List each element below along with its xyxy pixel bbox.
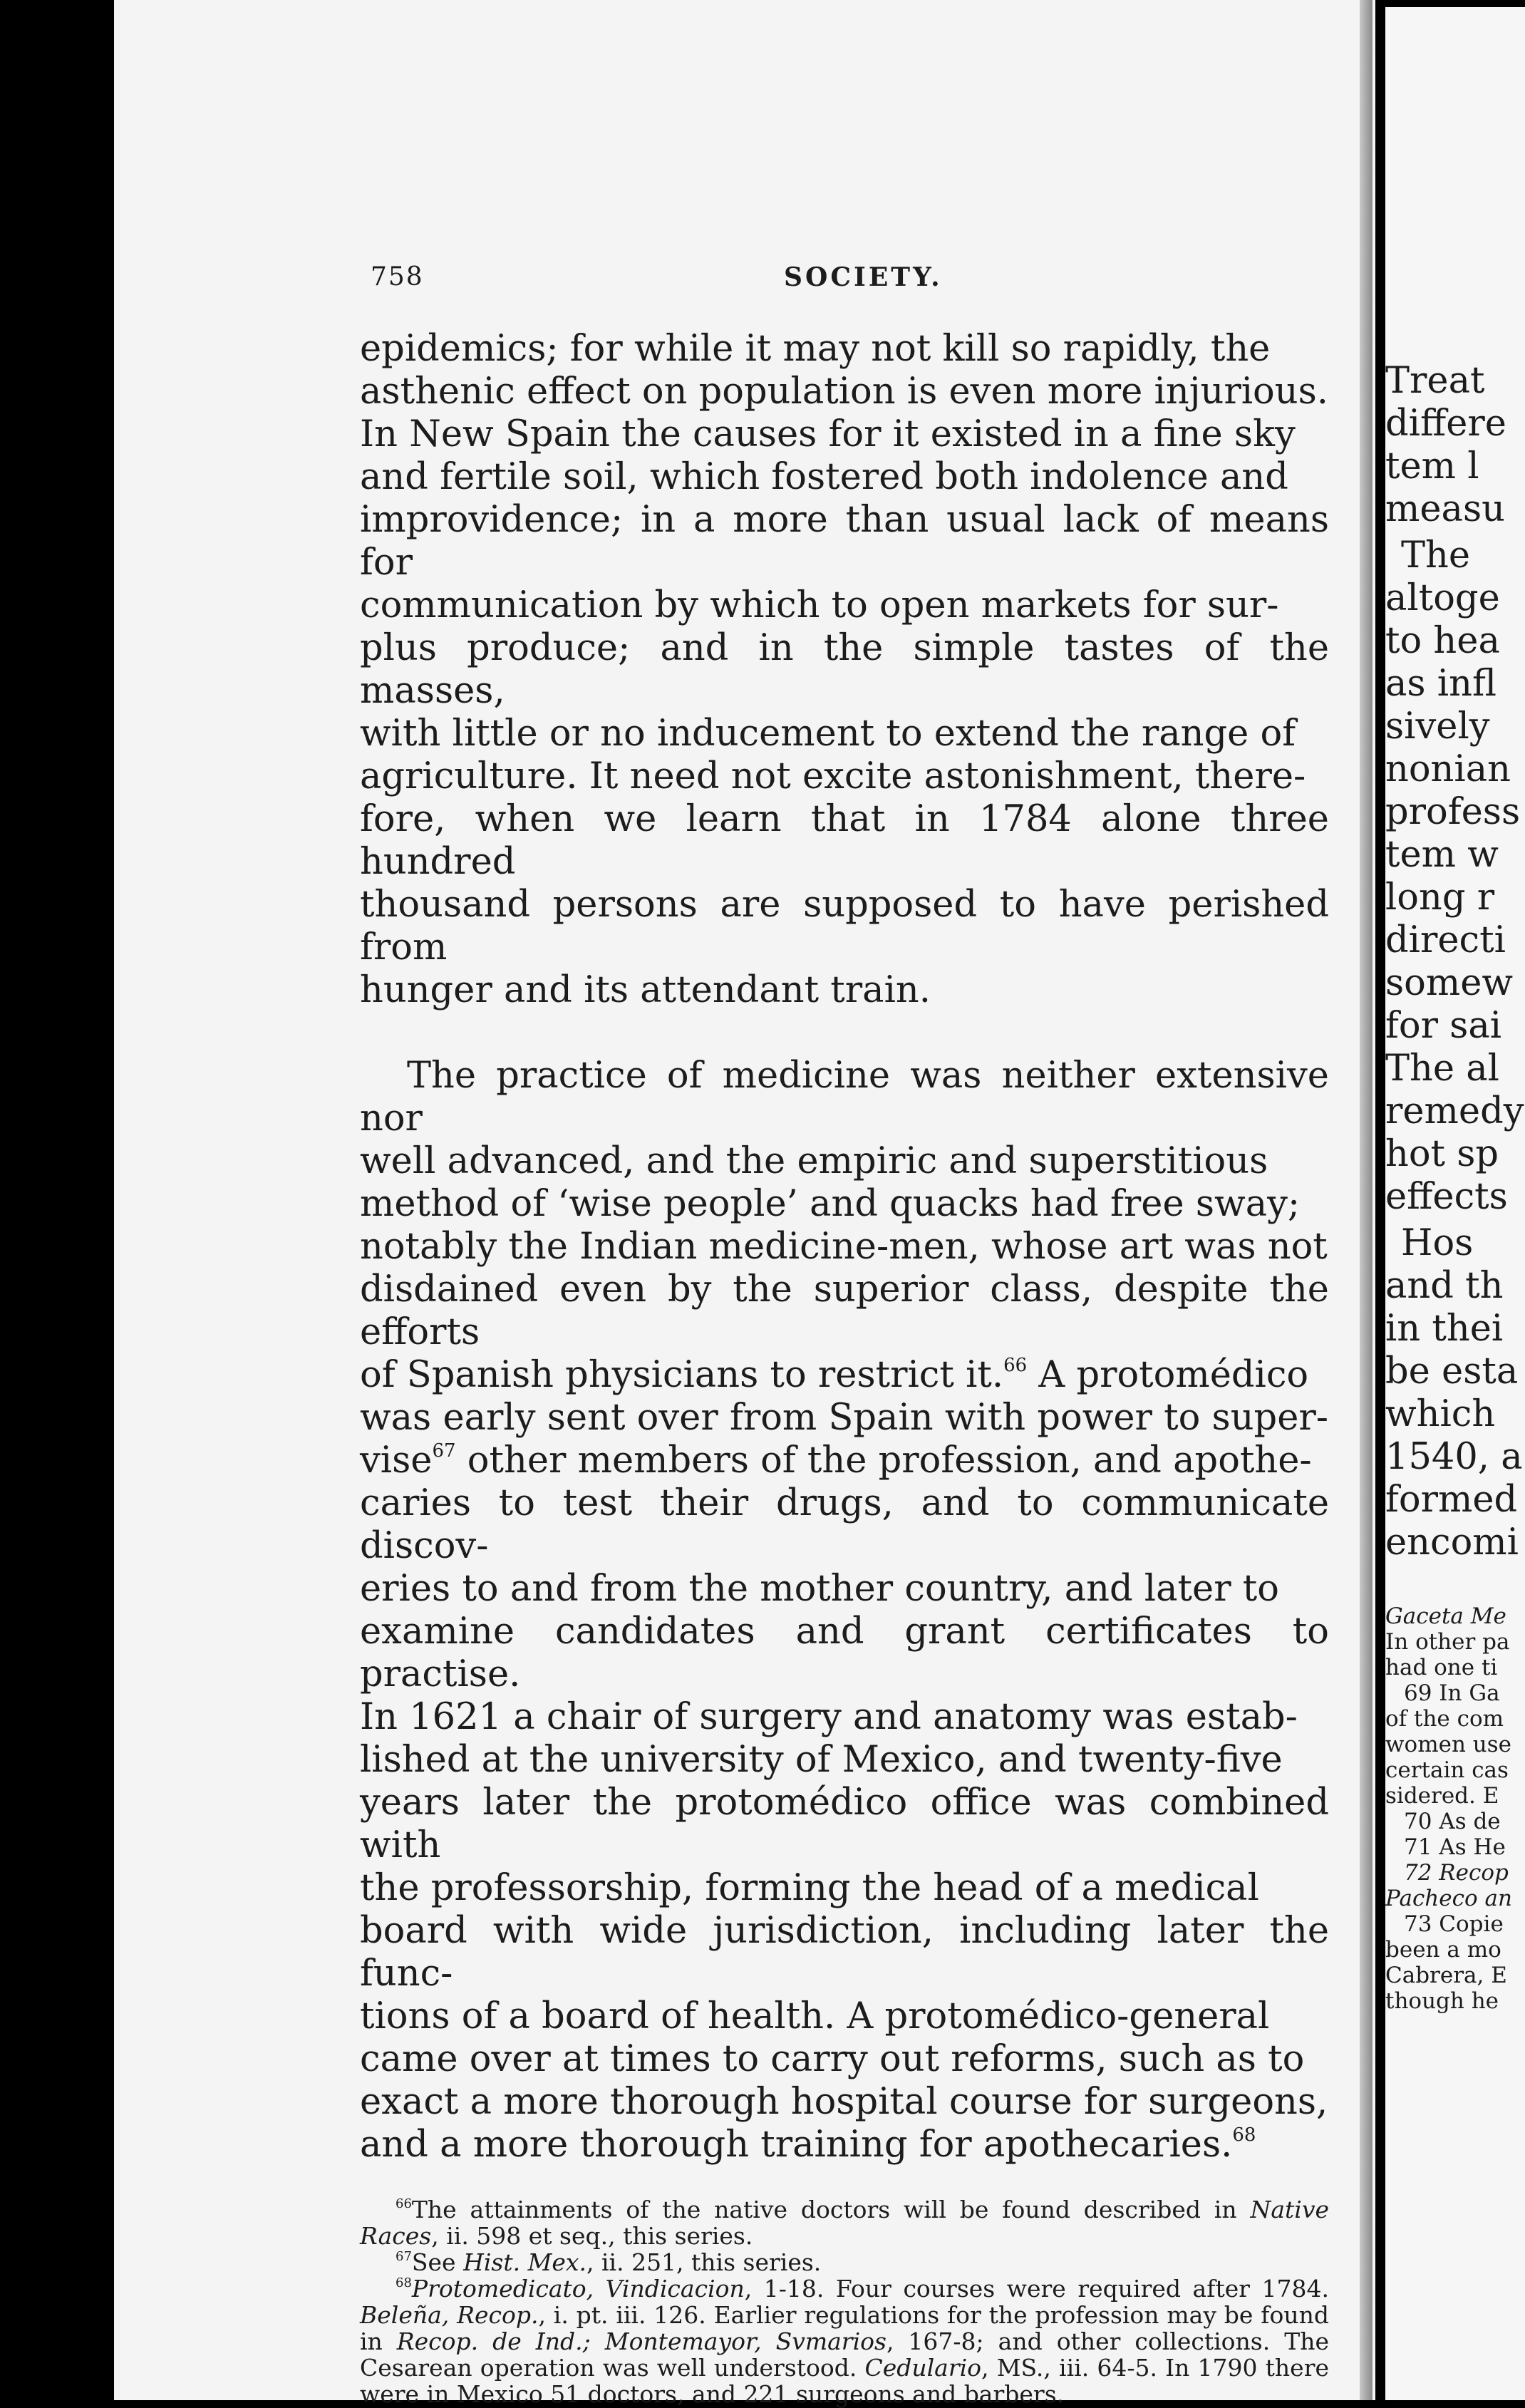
text-run: A protomédico — [1027, 1354, 1309, 1396]
text-line: epidemics; for while it may not kill so rapidly, the — [360, 328, 1271, 370]
right-footnote-line: sidered. E — [1385, 1783, 1499, 1809]
citation-title: Cedulario — [864, 2354, 982, 2382]
footnote-text: , i. pt. iii. 126. Earlier regulations for the profession may be found in — [360, 2301, 1329, 2355]
text-run: and a more thorough training for apothecaries. — [360, 2124, 1233, 2166]
footnote-67 — [360, 2249, 1329, 2275]
right-footnote-line: 69 In Ga — [1404, 1680, 1500, 1706]
text-line: communication by which to open markets for sur- — [360, 584, 1279, 626]
footnote-68 — [360, 2275, 1329, 2407]
right-text-line: measu — [1385, 488, 1505, 530]
text-line: thousand persons are supposed to have perished from — [360, 884, 1329, 968]
text-line — [360, 1440, 1329, 1482]
text-line: years later the protomédico office was combined with — [360, 1782, 1329, 1866]
right-text-line: Hos — [1401, 1222, 1474, 1264]
footnote-text: , ii. 598 et seq., this series. — [431, 2222, 753, 2250]
page-title: SOCIETY. — [784, 262, 943, 292]
text-line: The practice of medicine was neither extensive nor — [360, 1055, 1329, 1140]
right-footnote-line: been a mo — [1385, 1937, 1501, 1963]
right-footnote-line: In other pa — [1385, 1629, 1510, 1655]
footnote-text: See — [411, 2248, 464, 2276]
text-line: In 1621 a chair of surgery and anatomy was estab- — [360, 1696, 1298, 1738]
right-text-line: encomi — [1385, 1521, 1519, 1564]
right-text-line: and th — [1385, 1265, 1504, 1307]
right-text-line: 1540, a — [1385, 1436, 1523, 1478]
right-footnote-line: Gaceta Me — [1385, 1603, 1506, 1629]
right-text-line: which — [1385, 1393, 1496, 1435]
citation-title: Beleña, Recop. — [360, 2301, 539, 2329]
footnote-number: 68 — [396, 2275, 412, 2290]
text-run: of Spanish physicians to restrict it. — [360, 1354, 1004, 1396]
text-line: tions of a board of health. A protomédico-general — [360, 1995, 1270, 2037]
right-text-line: effects — [1385, 1176, 1508, 1218]
footnote-text: , 1-18. Four courses were required after 1784. — [744, 2275, 1330, 2303]
text-line: and fertile soil, which fostered both indolence and — [360, 456, 1288, 498]
paragraph — [360, 328, 1329, 1012]
right-text-line: somew — [1385, 962, 1514, 1004]
right-footnote-line: 73 Copie — [1404, 1911, 1504, 1937]
right-text-line: long r — [1385, 877, 1495, 919]
right-footnote-line: certain cas — [1385, 1757, 1509, 1783]
right-text-line: tem l — [1385, 445, 1479, 487]
text-line: notably the Indian medicine-men, whose art was not — [360, 1226, 1328, 1268]
citation-title: Hist. Mex. — [463, 2248, 586, 2276]
text-line: board with wide jurisdiction, including later the func- — [360, 1910, 1329, 1995]
footnote-text: , 167-8; and other collections. The Cesarean operation was well understood. — [360, 2327, 1329, 2382]
page-edge — [1360, 0, 1372, 2400]
text-line: examine candidates and grant certificates to practise. — [360, 1611, 1329, 1695]
footnote-text: , ii. 251, this series. — [586, 2248, 822, 2276]
text-line: disdained even by the superior class, despite the efforts — [360, 1268, 1329, 1353]
right-text-line: formed — [1385, 1479, 1518, 1521]
footnote-text: , MS., iii. 64-5. In 1790 there were in Mexico 51 doctors, and 221 surgeons and barbers. — [360, 2354, 1330, 2408]
text-line — [360, 1354, 1329, 1397]
right-footnote-line: women use — [1385, 1732, 1511, 1757]
footnote-text: The attainments of the native doctors will be found described in — [411, 2196, 1251, 2223]
citation-title: Native Races — [360, 2196, 1329, 2250]
text-line: came over at times to carry out reforms, such as to — [360, 2038, 1305, 2080]
right-text-line: nonian — [1385, 748, 1511, 790]
footnote-number: 67 — [396, 2249, 412, 2264]
main-text — [360, 328, 1329, 2407]
right-footnote-line: had one ti — [1385, 1655, 1498, 1680]
text-line: was early sent over from Spain with power to super- — [360, 1397, 1328, 1439]
right-page-fragment — [1385, 7, 1525, 2400]
running-head — [371, 262, 1340, 305]
right-text-line: for sai — [1385, 1005, 1502, 1047]
footnote-ref: 66 — [1003, 1355, 1028, 1376]
right-footnote-line: 70 As de — [1404, 1809, 1501, 1834]
right-text-line: The al — [1385, 1048, 1499, 1090]
text-run: vise — [360, 1440, 433, 1482]
right-text-line: be esta — [1385, 1350, 1519, 1392]
right-text-line: to hea — [1385, 620, 1500, 662]
right-text-line: remedy — [1385, 1090, 1524, 1132]
right-text-line: sively — [1385, 706, 1490, 748]
text-line: lished at the university of Mexico, and twenty-five — [360, 1739, 1283, 1781]
right-footnote-line: 72 Recop — [1404, 1860, 1509, 1886]
text-line: hunger and its attendant train. — [360, 969, 931, 1011]
text-line: fore, when we learn that in 1784 alone three hundred — [360, 798, 1329, 883]
footnote-number: 66 — [396, 2196, 412, 2211]
right-text-line: altoge — [1385, 577, 1500, 619]
text-line: agriculture. It need not excite astonishment, there- — [360, 755, 1306, 797]
text-line: exact a more thorough hospital course for surgeons, — [360, 2081, 1328, 2123]
text-line: asthenic effect on population is even more injurious. — [360, 371, 1328, 413]
right-text-line: The — [1401, 534, 1471, 577]
text-line: well advanced, and the empiric and superstitious — [360, 1140, 1268, 1182]
right-footnote-line: 71 As He — [1404, 1834, 1506, 1860]
right-text-line: profess — [1385, 791, 1521, 833]
footnote-ref: 67 — [432, 1440, 456, 1462]
footnote-ref: 68 — [1232, 2124, 1256, 2146]
right-text-line: differe — [1385, 403, 1506, 445]
page-number: 758 — [371, 262, 424, 291]
right-footnote-line: Pacheco an — [1385, 1886, 1512, 1911]
right-text-line: Treat — [1385, 360, 1485, 402]
footnotes — [360, 2196, 1329, 2407]
text-line: improvidence; in a more than usual lack of means for — [360, 499, 1329, 584]
citation-title: Recop. de Ind.; Montemayor, Svmarios — [396, 2327, 886, 2355]
text-line: In New Spain the causes for it existed in a fine sky — [360, 413, 1296, 455]
text-line: eries to and from the mother country, and later to — [360, 1568, 1279, 1610]
right-text-line: in thei — [1385, 1308, 1504, 1350]
text-line: method of ‘wise people’ and quacks had free sway; — [360, 1183, 1301, 1225]
paragraph — [360, 1055, 1329, 2166]
right-text-line: directi — [1385, 919, 1506, 961]
right-text-line: tem w — [1385, 834, 1499, 876]
text-line — [360, 2124, 1329, 2166]
right-footnote-line: of the com — [1385, 1706, 1504, 1732]
right-text-line: hot sp — [1385, 1133, 1499, 1175]
footnote-66 — [360, 2196, 1329, 2249]
text-line: with little or no inducement to extend the range of — [360, 713, 1296, 755]
right-footnote-line: though he — [1385, 1988, 1499, 2014]
text-run: other members of the profession, and apothe- — [455, 1440, 1312, 1482]
text-line: caries to test their drugs, and to communicate discov- — [360, 1482, 1329, 1567]
right-footnote-line: Cabrera, E — [1385, 1963, 1507, 1988]
text-line: the professorship, forming the head of a medical — [360, 1867, 1259, 1909]
right-text-line: as infl — [1385, 663, 1496, 705]
citation-title: Protomedicato, Vindicacion — [411, 2275, 745, 2303]
text-line: plus produce; and in the simple tastes of the masses, — [360, 627, 1329, 712]
